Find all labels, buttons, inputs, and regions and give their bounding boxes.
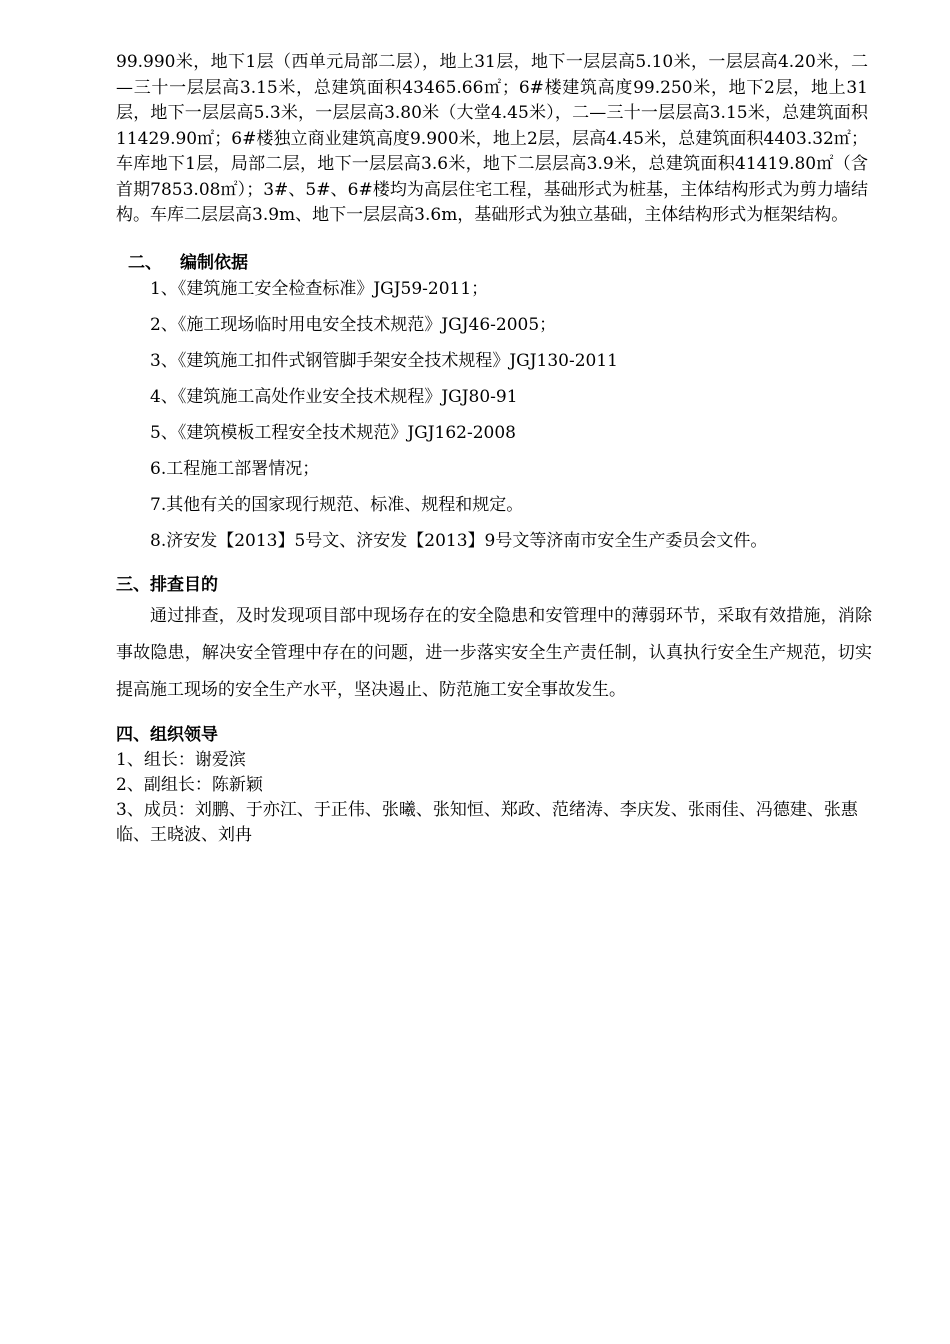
basis-item-4: 4、《建筑施工高处作业安全技术规程》JGJ80-91: [150, 387, 518, 407]
team-members: 3、成员：刘鹏、于亦江、于正伟、张曦、张知恒、郑政、范绪涛、李庆发、张雨佳、冯德建、张惠临、王晓波、刘冉: [116, 800, 858, 845]
compilation-basis-list: [150, 276, 870, 564]
section-3-heading: 三、排查目的: [116, 575, 218, 595]
project-overview-paragraph: 99.990米，地下1层（西单元局部二层），地上31层，地下一层层高5.10米，一层层高4.20米，二—三十一层层高3.15米，总建筑面积43465.66㎡；6#楼建筑高度99.250米，地下2层，地上31层，地下一层层高5.3米，一层层高3.80米（大堂4.45米），二—三十一层层高3.15米，总建筑面积11429.90㎡；6#楼独立商业建筑高度9.900米，地上2层，层高4.45米，总建筑面积4403.32㎡；车库地下1层，局部二层，地下一层层高3.6米，地下二层层高3.9米，总建筑面积41419.80㎡（含首期7853.08㎡）；3#、5#、6#楼均为高层住宅工程，基础形式为桩基，主体结构形式为剪力墙结构。车库二层层高3.9m、地下一层层高3.6m，基础形式为独立基础，主体结构形式为框架结构。: [116, 52, 868, 225]
basis-item-5: 5、《建筑模板工程安全技术规范》JGJ162-2008: [150, 423, 516, 443]
basis-item-6: 6.工程施工部署情况；: [150, 459, 320, 479]
section-2-heading: [128, 251, 248, 275]
section-2-title: 编制依据: [180, 253, 248, 273]
deputy-leader: 2、副组长：陈新颖: [116, 775, 263, 795]
section-2-number: 二、: [128, 253, 162, 273]
basis-item-3: 3、《建筑施工扣件式钢管脚手架安全技术规程》JGJ130-2011: [150, 351, 618, 371]
project-overview: [116, 50, 868, 229]
basis-item-2: 2、《施工现场临时用电安全技术规范》JGJ46-2005；: [150, 315, 557, 335]
basis-item-1: 1、《建筑施工安全检查标准》JGJ59-2011；: [150, 279, 489, 299]
team-leader: 1、组长：谢爱滨: [116, 750, 246, 770]
organization-list: [116, 748, 868, 848]
section-4-heading: 四、组织领导: [116, 725, 218, 745]
inspection-purpose-paragraph: 通过排查，及时发现项目部中现场存在的安全隐患和安管理中的薄弱环节，采取有效措施，消除事故隐患，解决安全管理中存在的问题，进一步落实安全生产责任制，认真执行安全生产规范，切实提高施工现场的安全生产水平，坚决遏止、防范施工安全事故发生。: [116, 606, 872, 700]
basis-item-7: 7.其他有关的国家现行规范、标准、规程和规定。: [150, 495, 524, 515]
basis-item-8: 8.济安发【2013】5号文、济安发【2013】9号文等济南市安全生产委员会文件。: [150, 531, 768, 551]
